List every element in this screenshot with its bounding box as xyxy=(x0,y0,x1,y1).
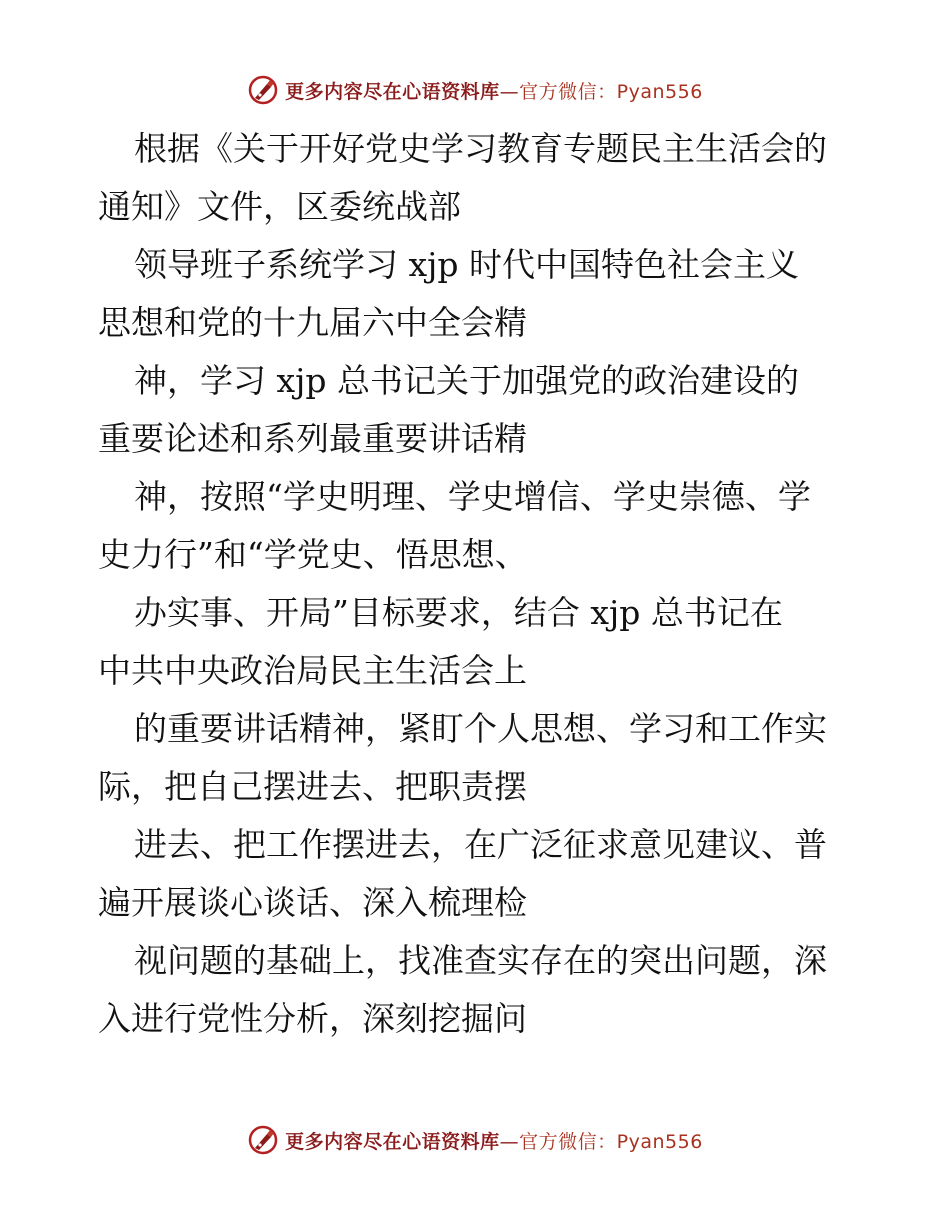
watermark-text xyxy=(285,77,703,104)
line-indented: 领导班子系统学习 xjp 时代中国特色社会主义 xyxy=(134,245,799,284)
line-indented: 视问题的基础上，找准查实存在的突出问题，深 xyxy=(134,941,827,980)
paragraph xyxy=(98,468,858,584)
line-indented: 进去、把工作摆进去，在广泛征求意见建议、普 xyxy=(134,825,827,864)
watermark-text xyxy=(285,1127,703,1154)
line-continued: 际，把自己摆进去、把职责摆 xyxy=(98,767,527,806)
line-indented: 神，学习 xjp 总书记关于加强党的政治建设的 xyxy=(134,361,799,400)
pen-nib-logo-icon xyxy=(247,1124,279,1156)
paragraph xyxy=(98,700,858,816)
line-continued: 通知》文件，区委统战部 xyxy=(98,187,461,226)
line-indented: 的重要讲话精神，紧盯个人思想、学习和工作实 xyxy=(134,709,827,748)
paragraph xyxy=(98,932,858,1048)
document-body xyxy=(98,120,858,1048)
watermark-lead: 更多内容尽在心语资料库 xyxy=(285,1130,500,1153)
line-continued: 中共中央政治局民主生活会上 xyxy=(98,651,527,690)
watermark-tail: 官方微信：Pyan556 xyxy=(519,1130,703,1153)
watermark-tail: 官方微信：Pyan556 xyxy=(519,80,703,103)
watermark-separator: — xyxy=(499,1130,520,1153)
line-continued: 遍开展谈心谈话、深入梳理检 xyxy=(98,883,527,922)
paragraph xyxy=(98,120,858,236)
watermark-banner-top xyxy=(0,70,950,110)
line-continued: 史力行”和“学党史、悟思想、 xyxy=(98,535,528,574)
line-continued: 入进行党性分析，深刻挖掘问 xyxy=(98,999,527,1038)
line-continued: 思想和党的十九届六中全会精 xyxy=(98,303,527,342)
paragraph xyxy=(98,584,858,700)
line-indented: 神，按照“学史明理、学史增信、学史崇德、学 xyxy=(134,477,811,516)
watermark-separator: — xyxy=(499,80,520,103)
line-indented: 根据《关于开好党史学习教育专题民主生活会的 xyxy=(134,129,827,168)
line-indented: 办实事、开局”目标要求，结合 xjp 总书记在 xyxy=(134,593,783,632)
watermark-lead: 更多内容尽在心语资料库 xyxy=(285,80,500,103)
paragraph xyxy=(98,236,858,352)
paragraph xyxy=(98,352,858,468)
pen-nib-logo-icon xyxy=(247,74,279,106)
line-continued: 重要论述和系列最重要讲话精 xyxy=(98,419,527,458)
paragraph xyxy=(98,816,858,932)
watermark-banner-bottom xyxy=(0,1120,950,1160)
